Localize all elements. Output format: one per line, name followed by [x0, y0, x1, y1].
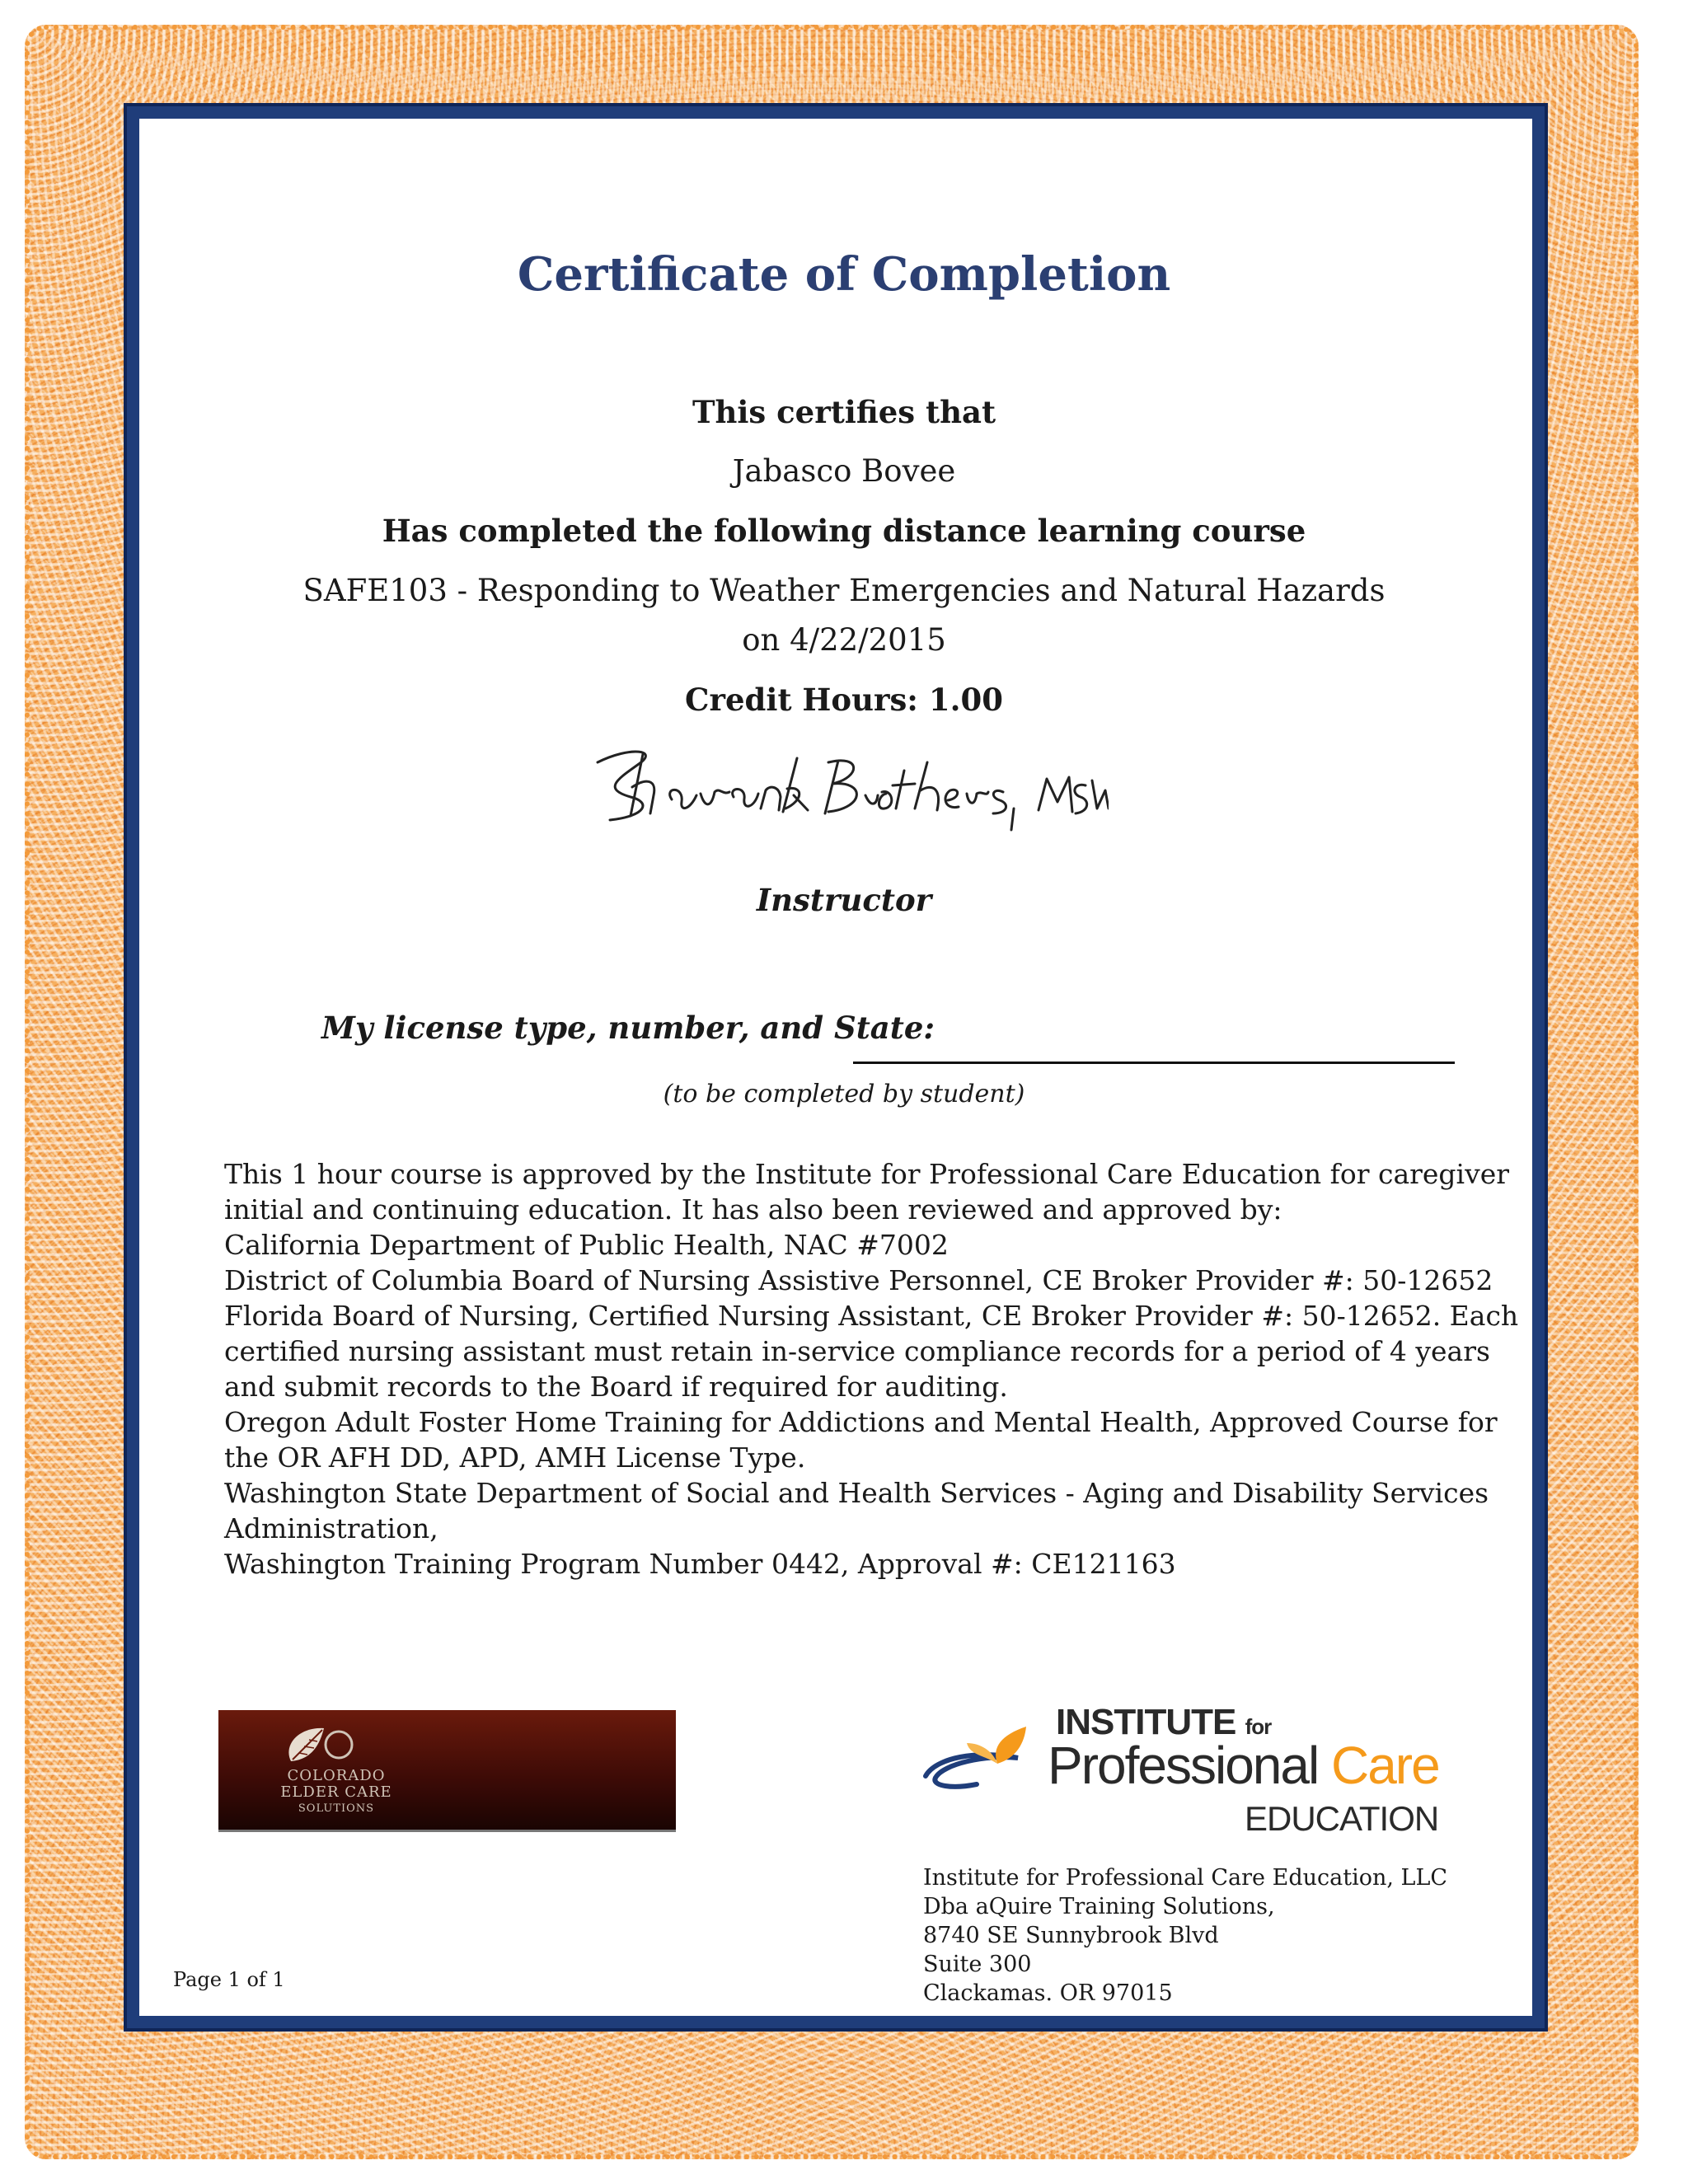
license-note: (to be completed by student) [663, 1080, 1025, 1108]
instructor-label: Instructor [756, 882, 932, 918]
approval-line: Washington State Department of Social and Health Services - Aging and Disability Services [224, 1477, 1489, 1509]
approval-line: California Department of Public Health, NAC #7002 [224, 1229, 949, 1261]
license-label: My license type, number, and State: [321, 1010, 935, 1046]
ceds-wordmark: COLORADO ELDER CARE SOLUTIONS [280, 1767, 392, 1815]
completed-label: Has completed the following distance learning course [382, 513, 1306, 549]
colorado-elder-care-logo [218, 1710, 676, 1832]
leaf-icon [274, 1720, 365, 1769]
approval-line: Oregon Adult Foster Home Training for Addictions and Mental Health, Approved Course for [224, 1406, 1498, 1438]
approval-line: Administration, [224, 1512, 438, 1544]
address-line: 8740 SE Sunnybrook Blvd [923, 1923, 1219, 1948]
address-line: Suite 300 [923, 1952, 1032, 1977]
approval-line: and submit records to the Board if required for auditing. [224, 1371, 1008, 1403]
student-name: Jabasco Bovee [732, 453, 956, 489]
approval-line: Washington Training Program Number 0442, Approval #: CE121163 [224, 1548, 1176, 1580]
institute-address [923, 1863, 1447, 2008]
ipce-education: EDUCATION [1245, 1799, 1439, 1838]
instructor-signature [581, 738, 1109, 845]
credit-hours: Credit Hours: 1.00 [685, 682, 1003, 718]
completion-date: on 4/22/2015 [742, 622, 946, 658]
ipce-logo [919, 1702, 1463, 1846]
approval-line: District of Columbia Board of Nursing Assistive Personnel, CE Broker Provider #: 50-12652 [224, 1264, 1493, 1296]
approval-line: Florida Board of Nursing, Certified Nursing Assistant, CE Broker Provider #: 50-12652. Each [224, 1300, 1519, 1332]
approval-text [224, 1156, 1519, 1582]
page-number: Page 1 of 1 [173, 1968, 285, 1991]
approval-line: the OR AFH DD, APD, AMH License Type. [224, 1441, 806, 1474]
course-name: SAFE103 - Responding to Weather Emergencies and Natural Hazards [302, 573, 1386, 608]
approval-line: This 1 hour course is approved by the Institute for Professional Care Education for caregiver [224, 1158, 1510, 1190]
butterfly-swoosh-icon [919, 1718, 1043, 1801]
certificate-title: Certificate of Completion [517, 247, 1171, 302]
ipce-professional-care: Professional Care [1048, 1736, 1439, 1795]
address-line: Clackamas. OR 97015 [923, 1980, 1173, 2006]
approval-line: certified nursing assistant must retain in-service compliance records for a period of 4 years [224, 1335, 1490, 1367]
address-line: Institute for Professional Care Education, LLC [923, 1865, 1448, 1891]
address-line: Dba aQuire Training Solutions, [923, 1894, 1275, 1919]
approval-line: initial and continuing education. It has also been reviewed and approved by: [224, 1193, 1282, 1226]
ipce-institute: INSTITUTE for [1056, 1702, 1272, 1742]
license-entry-line [853, 1062, 1455, 1064]
certifies-label: This certifies that [692, 394, 996, 430]
